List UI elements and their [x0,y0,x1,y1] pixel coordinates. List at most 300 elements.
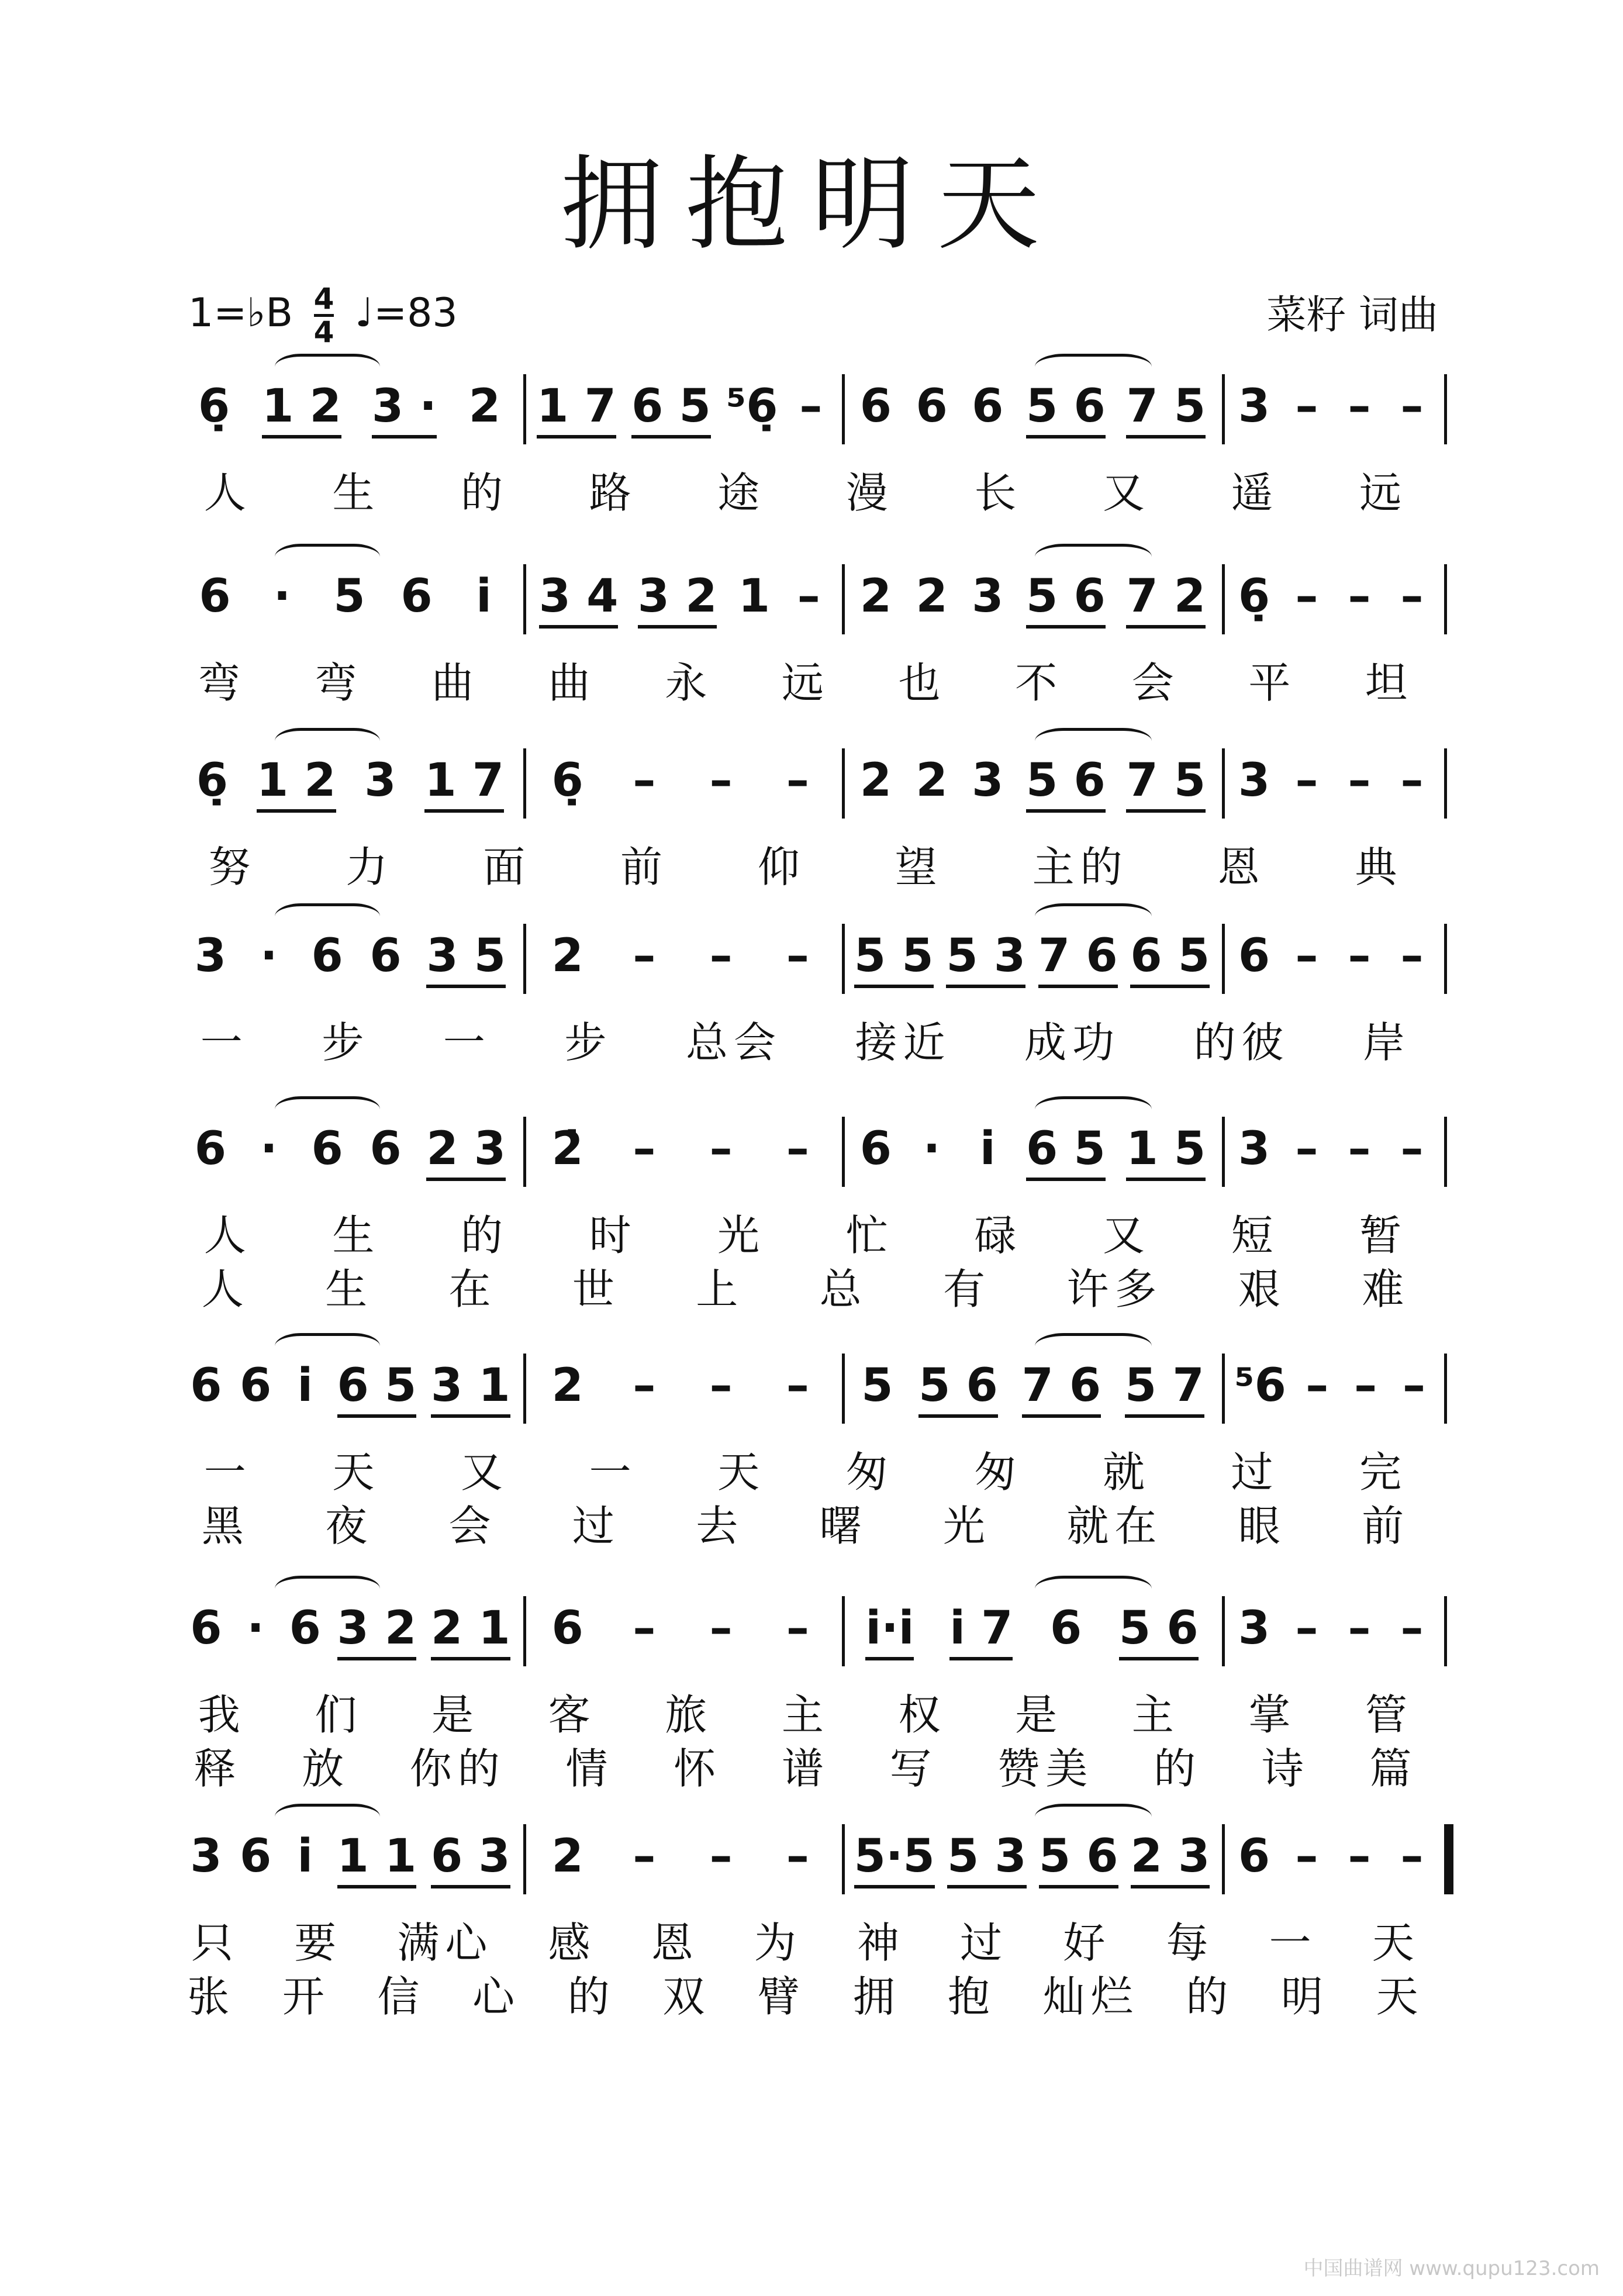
note: – [786,1359,809,1412]
lyric-word: 们 [315,1690,363,1739]
lyric-word: 旅 [665,1690,713,1739]
note: – [709,1602,733,1655]
measure [181,380,517,439]
lyric-word: 漫 [845,468,894,517]
lyric-word: 岸 [1363,1018,1411,1067]
lyric-word: 又 [1102,468,1151,517]
measure [529,1602,836,1655]
lyric-word: 一 [443,1018,491,1067]
lyric-word: 碌 [974,1211,1023,1260]
lyric-word: 路 [589,468,637,517]
note: 1 1 [337,1830,417,1888]
note: – [709,1830,733,1883]
lyric-word: 夜 [325,1501,374,1551]
note: 2 1 [431,1602,510,1660]
measure [529,930,836,982]
tempo-mark: ♩=83 [355,290,458,337]
lyric-word: 一 [1269,1918,1317,1967]
bar-line [1444,924,1447,994]
lyric-word: 情 [565,1744,614,1793]
note: 6 [239,1359,272,1412]
note: · [260,1123,278,1175]
measure [848,930,1216,988]
note: – [786,1602,809,1655]
bar-line [1444,564,1447,634]
lyric-word: 为 [754,1918,802,1967]
lyric-word: 感 [548,1918,596,1967]
measure [848,570,1216,629]
note: 6 5 [1026,1123,1106,1181]
bar-line [1444,1354,1447,1424]
slur-mark [1035,1096,1152,1123]
lyric-word: 难 [1362,1265,1410,1314]
lyric-word: 也 [898,658,947,707]
note: – [1348,754,1371,807]
note: i̇ [979,1123,996,1175]
note: · [923,1123,941,1175]
lyric-word: 曲 [431,658,480,707]
slur-mark [275,1333,380,1359]
measure [848,1123,1216,1181]
slur-mark [275,544,380,570]
lyric-word: 要 [294,1918,343,1967]
note: – [786,1123,809,1175]
note: 1 7 [424,754,504,813]
lyric-line [164,1201,1448,1262]
note: 5·5 [854,1830,935,1888]
lyric-word: 每 [1166,1918,1214,1967]
measure [1228,930,1438,982]
lyric-word: 谱 [781,1744,830,1793]
note: 1 7 [537,380,616,439]
lyric-word: 主 [781,1690,830,1739]
note: – [797,570,820,623]
measure [529,380,836,439]
note: 3 [1238,380,1270,433]
note: 6 [239,1830,272,1883]
lyric-word: 你的 [409,1744,506,1793]
note: – [633,754,656,807]
slur-mark [1035,1576,1152,1602]
lyric-word: 前 [1362,1501,1410,1551]
note: 6 [972,380,1004,433]
lyric-word: 平 [1248,658,1297,707]
slur-mark [275,728,380,754]
note: · [273,570,291,623]
measure [848,1602,1216,1660]
bar-line [1222,374,1225,444]
bar-line [1222,1117,1225,1187]
lyric-word: 放 [302,1744,350,1793]
measure [1228,380,1438,433]
note: 6 [289,1602,321,1655]
note: 2 [551,1359,583,1412]
note: 3 [972,570,1004,623]
note: 5 6 [1119,1602,1199,1660]
note: 7 5 [1126,380,1206,439]
note: 6 [1050,1602,1082,1655]
note: – [633,930,656,982]
note: 2 3 [1131,1830,1210,1888]
note: 6̣ [198,380,230,433]
measure [529,570,836,629]
measure [848,754,1216,813]
measure [181,1830,517,1888]
lyric-word: 完 [1359,1448,1408,1497]
lyric-word: 面 [483,843,531,892]
note: 5 [333,570,365,623]
lyric-word: 成功 [1024,1018,1121,1067]
lyric-line [164,649,1448,710]
credit: 菜籽 词曲 [1266,292,1438,339]
lyric-word: 会 [448,1501,497,1551]
lyric-word: 暂 [1359,1211,1408,1260]
lyric-word: 释 [194,1744,242,1793]
bar-line [842,374,845,444]
note: 6 [199,570,231,623]
lyric-word: 就在 [1066,1501,1163,1551]
lyric-word: 仰 [757,843,806,892]
note: 1 2 [262,380,341,439]
lyric-word: 远 [781,658,830,707]
lyric-word: 只 [191,1918,240,1967]
lyric-word: 怀 [674,1744,722,1793]
note: 6 [400,570,433,623]
note: 6 [370,1123,402,1175]
lyric-word: 天 [332,1448,381,1497]
bar-line [523,1596,526,1666]
note: – [1400,570,1424,623]
lyric-word: 努 [208,843,257,892]
lyric-word: 又 [1102,1211,1151,1260]
bar-line [523,1117,526,1187]
measure [1228,1830,1438,1883]
note: – [1348,1123,1371,1175]
bar-line [1444,1117,1447,1187]
lyric-word: 总会 [685,1018,782,1067]
measure [529,1123,836,1175]
lyric-line [164,1681,1448,1742]
lyric-word: 典 [1355,843,1403,892]
note: 6 [1238,1830,1270,1883]
slur-mark [1035,1804,1152,1830]
lyric-line [164,1009,1448,1069]
bar-line [1222,1354,1225,1424]
lyric-word: 生 [332,468,381,517]
note: 6 3 [431,1830,510,1888]
note: – [1400,1602,1424,1655]
note: 3 5 [426,930,506,988]
measure [181,1359,517,1418]
note: – [1403,1359,1426,1412]
bar-line [523,1824,526,1894]
note: 5 [861,1359,893,1412]
note: 3 [194,930,227,982]
note: 5 6 [1026,570,1106,629]
page-title: 拥抱明天 [560,146,1063,264]
note: – [709,930,733,982]
note: – [633,1359,656,1412]
lyric-word: 过 [572,1501,620,1551]
lyric-word: 篇 [1369,1744,1418,1793]
lyric-word: 过 [1231,1448,1279,1497]
lyric-word: 主 [1131,1690,1180,1739]
slur-mark [275,1804,380,1830]
lyric-word: 抱 [948,1972,996,2021]
note: – [1295,1830,1318,1883]
lyric-word: 匆 [974,1448,1023,1497]
lyric-word: 生 [325,1265,374,1314]
measure [181,754,517,813]
lyric-word: 主的 [1032,843,1128,892]
key-signature [188,284,458,347]
lyric-word: 的 [567,1972,616,2021]
lyric-word: 张 [187,1972,236,2021]
lyric-word: 恩 [651,1918,699,1967]
note: 5 5 [854,930,934,988]
note: – [786,754,809,807]
lyric-word: 掌 [1248,1690,1297,1739]
note: 2 [859,570,892,623]
lyric-word: 一 [200,1018,248,1067]
note: – [799,380,823,433]
lyric-line [164,1735,1448,1796]
lyric-word: 上 [696,1265,744,1314]
note: 2 [859,754,892,807]
note: · [247,1602,264,1655]
bar-line [523,564,526,634]
note: 6 [859,1123,892,1175]
slur-mark [275,903,380,930]
note: 5 6 [918,1359,998,1418]
lyric-word: 诗 [1261,1744,1310,1793]
bar-line [1444,374,1447,444]
lyric-word: 的 [460,468,509,517]
lyric-word: 天 [1376,1972,1424,2021]
note: 6 [370,930,402,982]
lyric-word: 短 [1231,1211,1279,1260]
slur-mark [1035,354,1152,380]
lyric-word: 是 [431,1690,480,1739]
measure [529,1830,836,1883]
lyric-word: 光 [717,1211,766,1260]
lyric-line [164,1909,1448,1970]
note: 6 5 [337,1359,417,1418]
lyric-word: 许多 [1066,1265,1163,1314]
note: i̇ [476,570,492,623]
note: 6 [190,1359,222,1412]
note: i̇ [297,1830,313,1883]
measure [848,1359,1216,1418]
note: 6 5 [631,380,711,439]
measure [529,754,836,807]
slur-mark [1035,544,1152,570]
lyric-word: 一 [589,1448,637,1497]
note: – [1348,380,1371,433]
note: ⁵6 [1234,1359,1286,1412]
lyric-word: 坦 [1365,658,1414,707]
note: 7 2 [1126,570,1206,629]
note: 1 [738,570,771,623]
lyric-line [164,1438,1448,1499]
lyric-word: 总 [819,1265,868,1314]
note: 3 2 [638,570,717,629]
note: 5 3 [946,930,1025,988]
bar-line [523,748,526,819]
note: 3 2 [337,1602,417,1660]
lyric-word: 有 [943,1265,992,1314]
lyric-line [164,1492,1448,1553]
lyric-word: 开 [282,1972,330,2021]
note: 6 [194,1123,227,1175]
note: 5 3 [947,1830,1027,1888]
note: 3 [1238,1123,1270,1175]
bar-line [1444,748,1447,819]
note: 1 2 [257,754,336,813]
lyric-word: 弯 [198,658,246,707]
bar-line [523,1354,526,1424]
lyric-word: 权 [898,1690,947,1739]
lyric-word: 双 [662,1972,711,2021]
note: 6 [190,1602,222,1655]
lyric-word: 的彼 [1193,1018,1290,1067]
measure [181,1123,517,1181]
lyric-word: 又 [460,1448,509,1497]
note: – [1348,1602,1371,1655]
measure [181,930,517,988]
lyric-word: 人 [201,1265,250,1314]
note: – [1295,1602,1318,1655]
bar-line [523,374,526,444]
lyric-line [164,459,1448,520]
lyric-word: 人 [203,1211,252,1260]
lyric-word: 的 [1154,1744,1202,1793]
lyric-word: 的 [1186,1972,1234,2021]
lyric-word: 恩 [1217,843,1266,892]
note: ⁵6̣ [726,380,778,433]
note: 7 5 [1126,754,1206,813]
note: – [1400,1830,1424,1883]
bar-line [842,1117,845,1187]
note: – [1348,1830,1371,1883]
note: – [1400,754,1424,807]
lyric-word: 弯 [315,658,363,707]
lyric-word: 是 [1015,1690,1063,1739]
lyric-word: 信 [377,1972,426,2021]
measure [181,570,517,623]
lyric-word: 臂 [757,1972,806,2021]
lyric-line [164,1963,1448,2024]
note: 2 [468,380,501,433]
lyric-word: 的 [460,1211,509,1260]
note: – [1354,1359,1377,1412]
note: 2 [551,1830,583,1883]
lyric-word: 人 [203,468,252,517]
note: 5 7 [1125,1359,1204,1418]
lyric-word: 一 [203,1448,252,1497]
lyric-word: 曲 [548,658,596,707]
lyric-line [164,833,1448,894]
slur-mark [1035,1333,1152,1359]
time-numerator: 4 [313,282,334,316]
note: 3 [1238,1602,1270,1655]
lyric-word: 曙 [819,1501,868,1551]
bar-line [842,1354,845,1424]
lyric-word: 黑 [201,1501,250,1551]
lyric-word: 过 [960,1918,1009,1967]
lyric-word: 遥 [1231,468,1279,517]
lyric-word: 艰 [1238,1265,1286,1314]
time-signature [314,284,334,347]
note: – [1400,380,1424,433]
note: 5 6 [1039,1830,1118,1888]
note: 2 [916,570,948,623]
note: – [1306,1359,1329,1412]
lyric-word: 时 [589,1211,637,1260]
lyric-word: 途 [717,468,766,517]
lyric-word: 心 [472,1972,521,2021]
note: 5 6 [1026,380,1106,439]
note: – [633,1123,656,1175]
bar-line [1222,1824,1225,1894]
lyric-word: 会 [1131,658,1180,707]
lyric-word: 匆 [845,1448,894,1497]
lyric-word: 在 [448,1265,497,1314]
lyric-word: 明 [1281,1972,1330,2021]
lyric-word: 灿烂 [1042,1972,1139,2021]
note: 6 5 [1130,930,1210,988]
note: – [786,930,809,982]
note: 6 [1238,930,1270,982]
note: 2 3 [426,1123,506,1181]
note: 6 [311,1123,343,1175]
note: 6 [916,380,948,433]
note: 2 [551,930,583,982]
bar-line [1222,748,1225,819]
measure [1228,754,1438,807]
note: – [1348,570,1371,623]
lyric-word: 望 [895,843,943,892]
lyric-word: 就 [1102,1448,1151,1497]
lyric-line [164,1255,1448,1316]
lyric-word: 满心 [397,1918,493,1967]
lyric-word: 生 [332,1211,381,1260]
note: – [709,1359,733,1412]
lyric-word: 眼 [1238,1501,1286,1551]
lyric-word: 管 [1365,1690,1414,1739]
note: 1 5 [1126,1123,1206,1181]
lyric-word: 永 [665,658,713,707]
bar-line [1444,1596,1447,1666]
note: i̇ 7 [949,1602,1013,1660]
bar-line [1222,564,1225,634]
lyric-word: 赞美 [997,1744,1094,1793]
bar-line [842,1596,845,1666]
lyric-word: 力 [346,843,394,892]
measure [848,1830,1216,1888]
slur-mark [1035,728,1152,754]
lyric-word: 去 [696,1501,744,1551]
lyric-word: 天 [1372,1918,1420,1967]
note: – [786,1830,809,1883]
note: – [1400,930,1424,982]
bar-line [842,924,845,994]
note: – [709,1123,733,1175]
note: 3 [1238,754,1270,807]
note: – [1348,930,1371,982]
note: – [1295,1123,1318,1175]
note: – [633,1602,656,1655]
